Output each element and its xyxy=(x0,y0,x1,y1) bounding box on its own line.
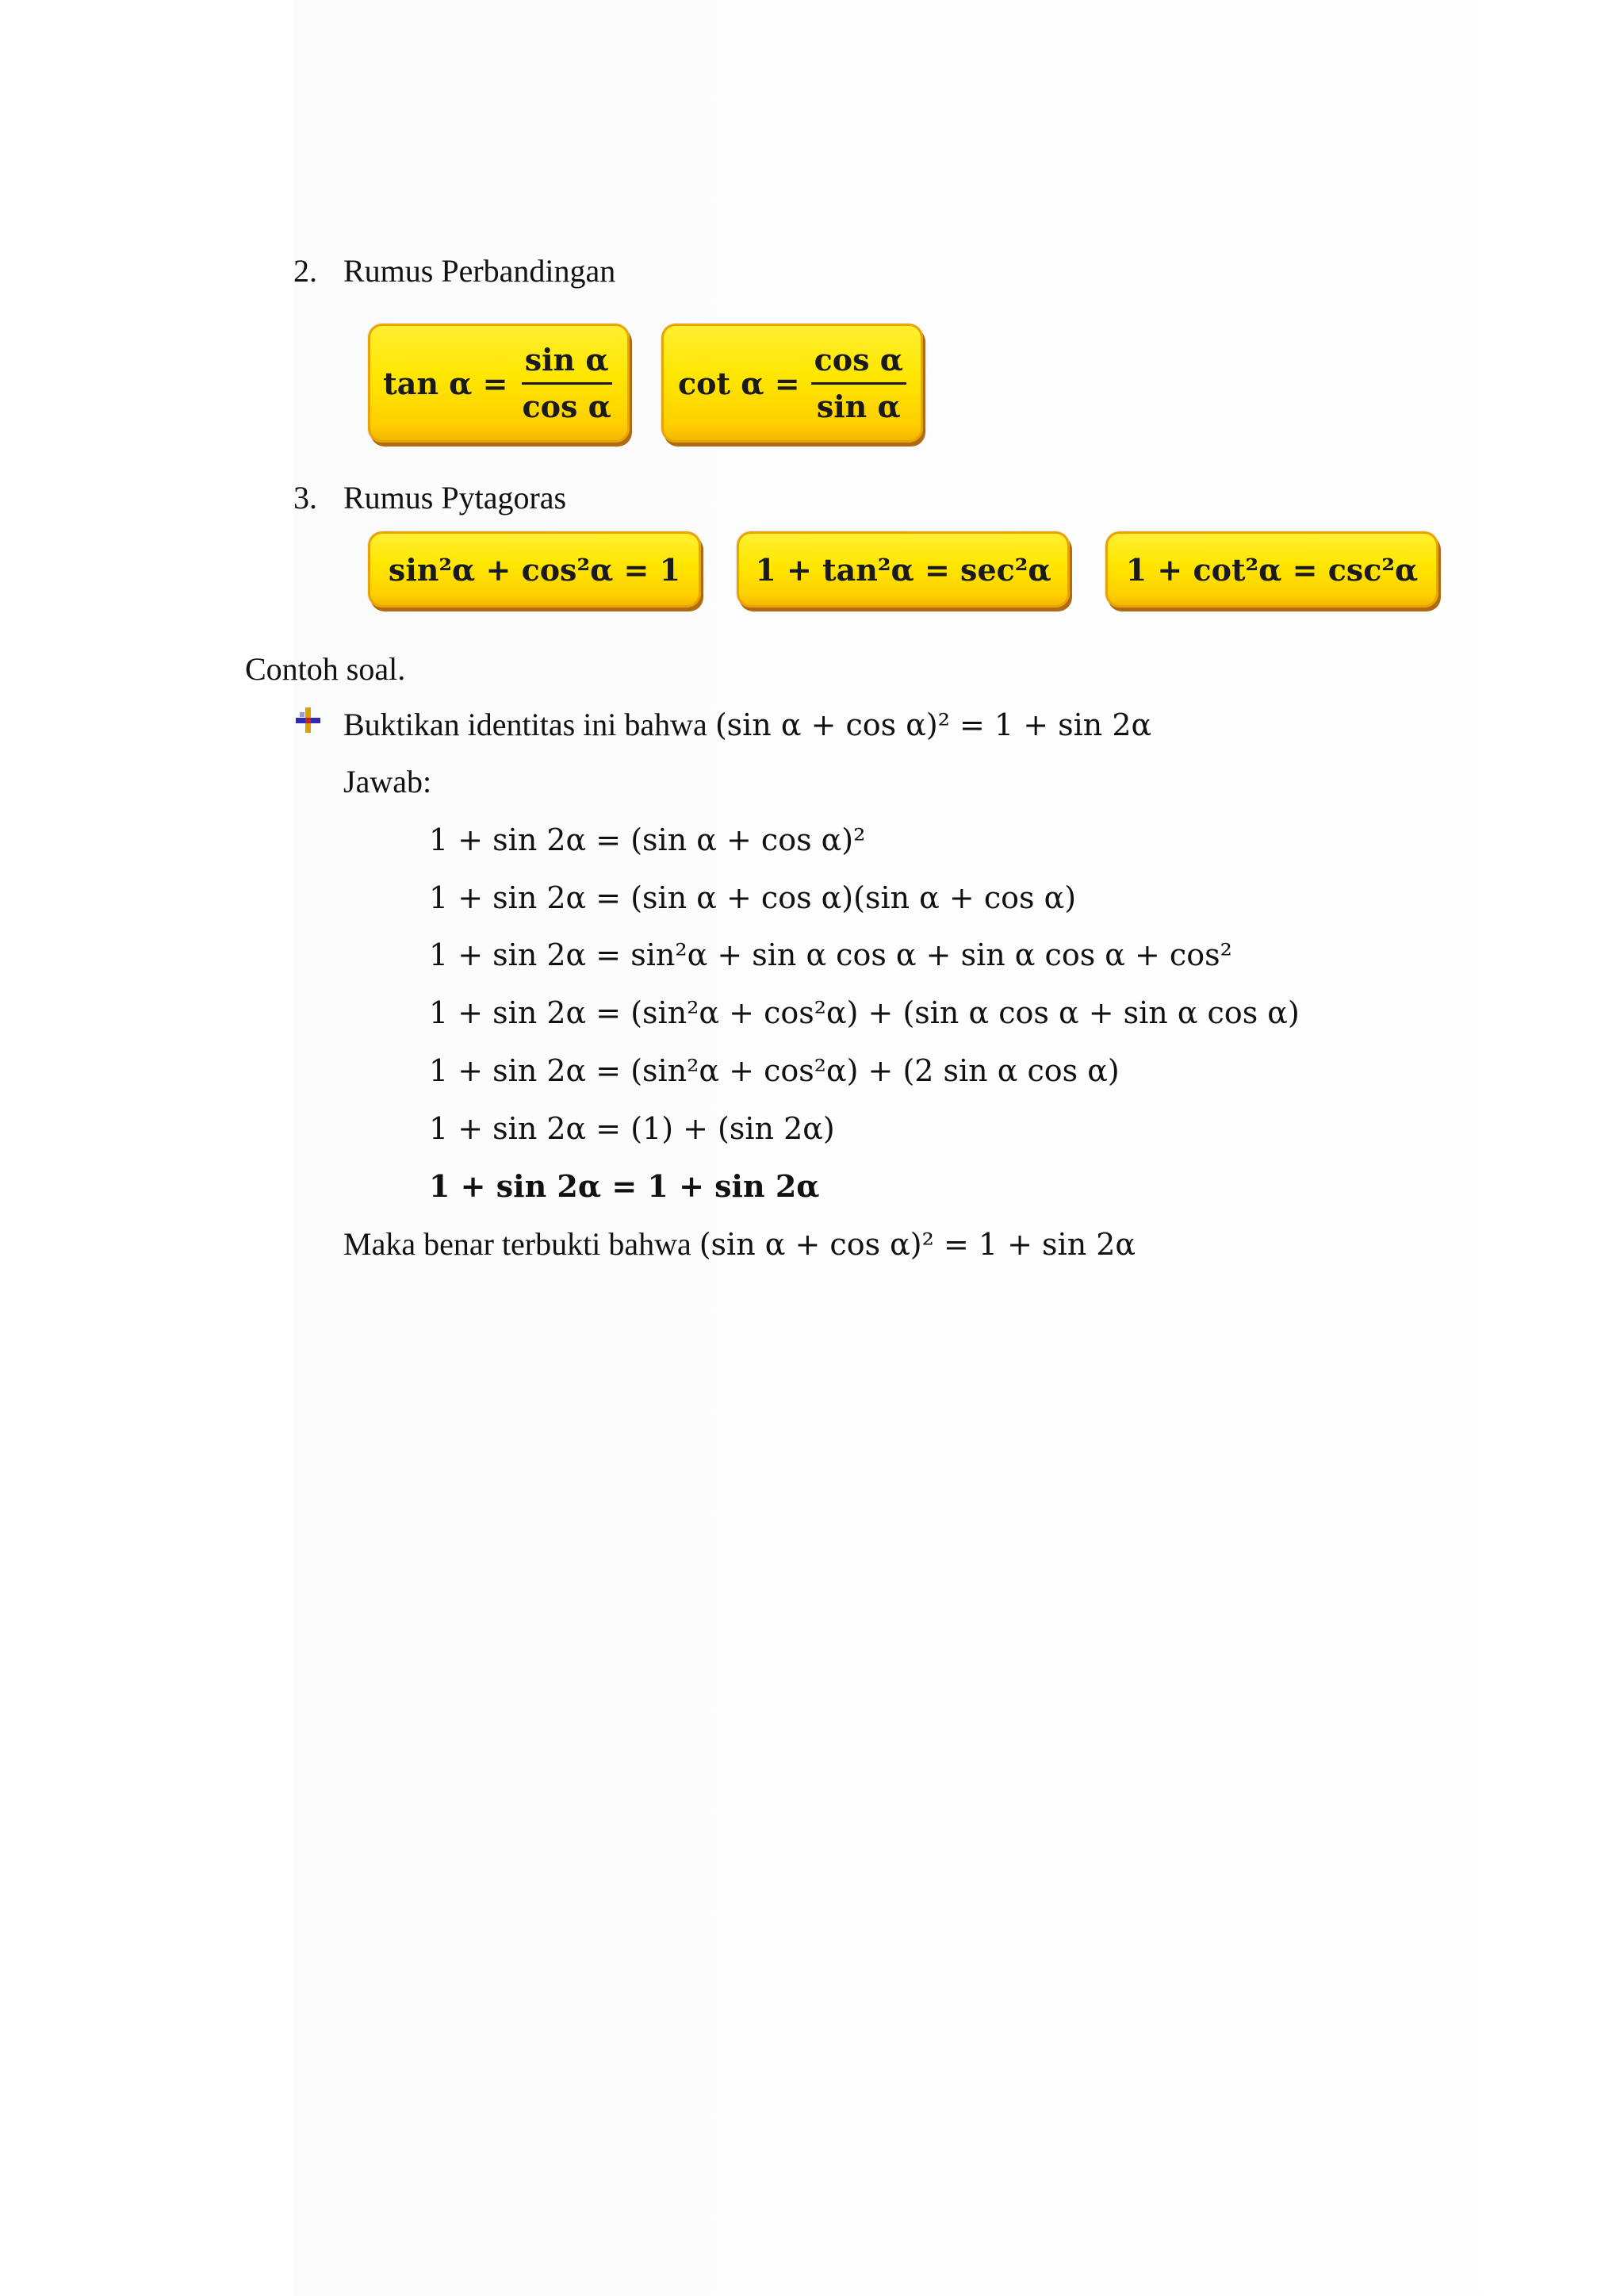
tan-numerator: sin α xyxy=(522,341,612,385)
question-line xyxy=(343,706,1151,744)
conclusion-text: Maka benar terbukti bahwa xyxy=(343,1226,691,1262)
plus-bullet-icon xyxy=(293,706,322,734)
answer-label: Jawab: xyxy=(343,764,432,799)
question-expression: (sin α + cos α)² = 1 + sin 2α xyxy=(714,707,1152,742)
section-number-3: 3. xyxy=(293,480,317,516)
cot-numerator: cos α xyxy=(811,341,906,385)
formula-box-pythagorean-2: 1 + tan²α = sec²α xyxy=(737,531,1070,608)
cot-denominator: sin α xyxy=(816,388,901,424)
proof-step-5: 1 + sin 2α = (sin²α + cos²α) + (2 sin α cos α) xyxy=(429,1053,1120,1088)
formula-box-cot xyxy=(661,324,923,443)
conclusion-line xyxy=(343,1225,1136,1263)
tan-lhs: tan α = xyxy=(383,365,508,401)
formula-box-pythagorean-3: 1 + cot²α = csc²α xyxy=(1105,531,1438,608)
proof-step-6: 1 + sin 2α = (1) + (sin 2α) xyxy=(429,1111,835,1146)
formula-box-pythagorean-1: sin²α + cos²α = 1 xyxy=(368,531,701,608)
conclusion-expression: (sin α + cos α)² = 1 + sin 2α xyxy=(699,1227,1136,1262)
proof-step-7-result: 1 + sin 2α = 1 + sin 2α xyxy=(429,1168,820,1204)
formula-box-tan xyxy=(368,324,630,443)
section-title-pytagoras: Rumus Pytagoras xyxy=(343,480,567,516)
section-number-2: 2. xyxy=(293,253,317,289)
proof-step-2: 1 + sin 2α = (sin α + cos α)(sin α + cos α) xyxy=(429,880,1077,915)
cot-fraction xyxy=(811,341,906,426)
proof-step-4: 1 + sin 2α = (sin²α + cos²α) + (sin α cos α + sin α cos α) xyxy=(429,995,1300,1030)
tan-fraction xyxy=(519,341,614,426)
example-heading: Contoh soal. xyxy=(245,651,406,687)
tan-denominator: cos α xyxy=(522,388,611,424)
cot-lhs: cot α = xyxy=(678,365,800,401)
question-text: Buktikan identitas ini bahwa xyxy=(343,707,707,742)
proof-step-1: 1 + sin 2α = (sin α + cos α)² xyxy=(429,822,866,857)
proof-step-3: 1 + sin 2α = sin²α + sin α cos α + sin α cos α + cos² xyxy=(429,937,1232,972)
section-title-perbandingan: Rumus Perbandingan xyxy=(343,253,616,289)
